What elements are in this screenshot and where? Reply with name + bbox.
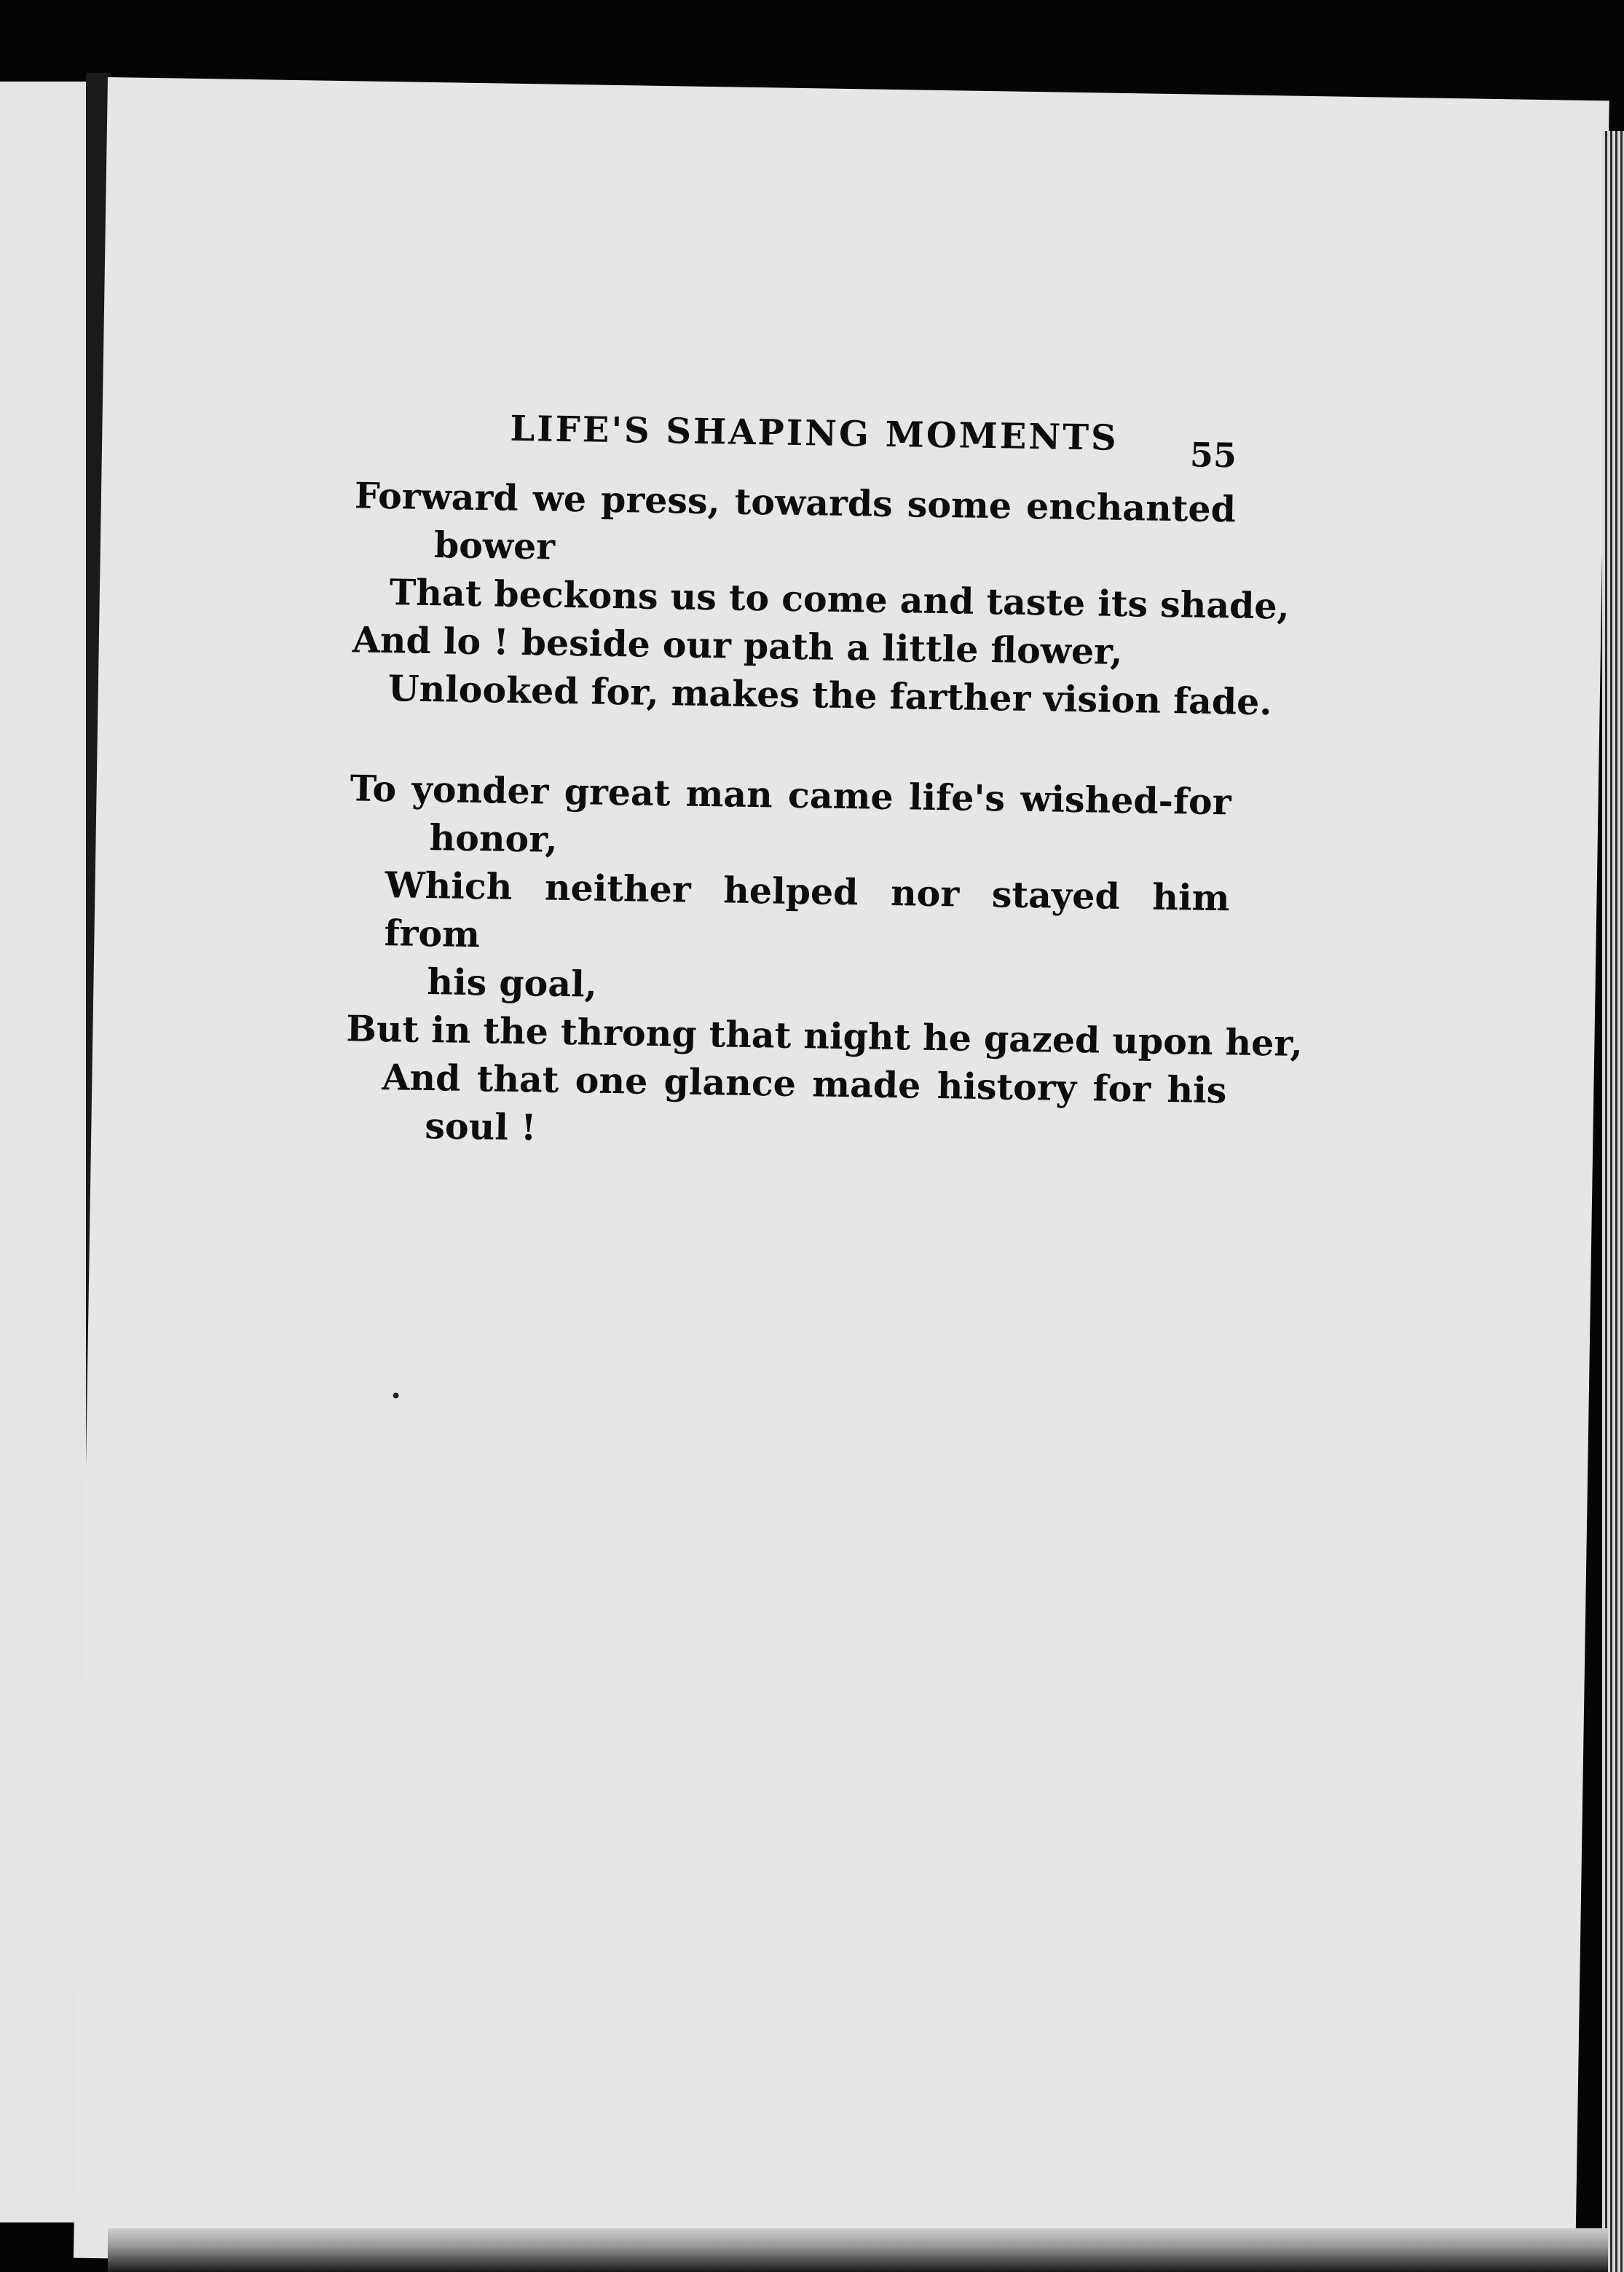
poem-line: And lo ! beside our path a little flower, xyxy=(352,618,1123,673)
poem-line: To yonder great man came life's wished-for xyxy=(350,767,1232,824)
running-head xyxy=(355,406,1237,485)
poem-line: Unlooked for, makes the farther vision fade. xyxy=(387,667,1272,724)
facing-page-edge xyxy=(0,82,86,2222)
poem-line: his goal, xyxy=(427,961,598,1006)
page-stack-edge-bottom xyxy=(108,2228,1608,2272)
book-page xyxy=(74,77,1609,2272)
ink-speck xyxy=(393,1392,399,1398)
stanza-1 xyxy=(351,471,1290,725)
poem-line: And that one glance made history for his xyxy=(382,1056,1227,1112)
poem-line: bower xyxy=(433,524,556,568)
stanza-2 xyxy=(344,764,1304,1162)
running-head-title: LIFE'S SHAPING MOMENTS xyxy=(510,408,1119,459)
page-text xyxy=(344,406,1304,1162)
poem-line: That beckons us to come and taste its shade, xyxy=(389,571,1290,628)
poem-line: Forward we press, towards some enchanted xyxy=(354,474,1237,531)
poem-line: honor, xyxy=(429,816,559,861)
poem-line: soul ! xyxy=(424,1105,537,1149)
page-number: 55 xyxy=(1189,435,1237,476)
poem-line: But in the throng that night he gazed upon her, xyxy=(346,1007,1304,1065)
poem-line: Which neither helped nor stayed him from xyxy=(384,864,1230,956)
page-stack-edge-right xyxy=(1602,131,1624,2272)
